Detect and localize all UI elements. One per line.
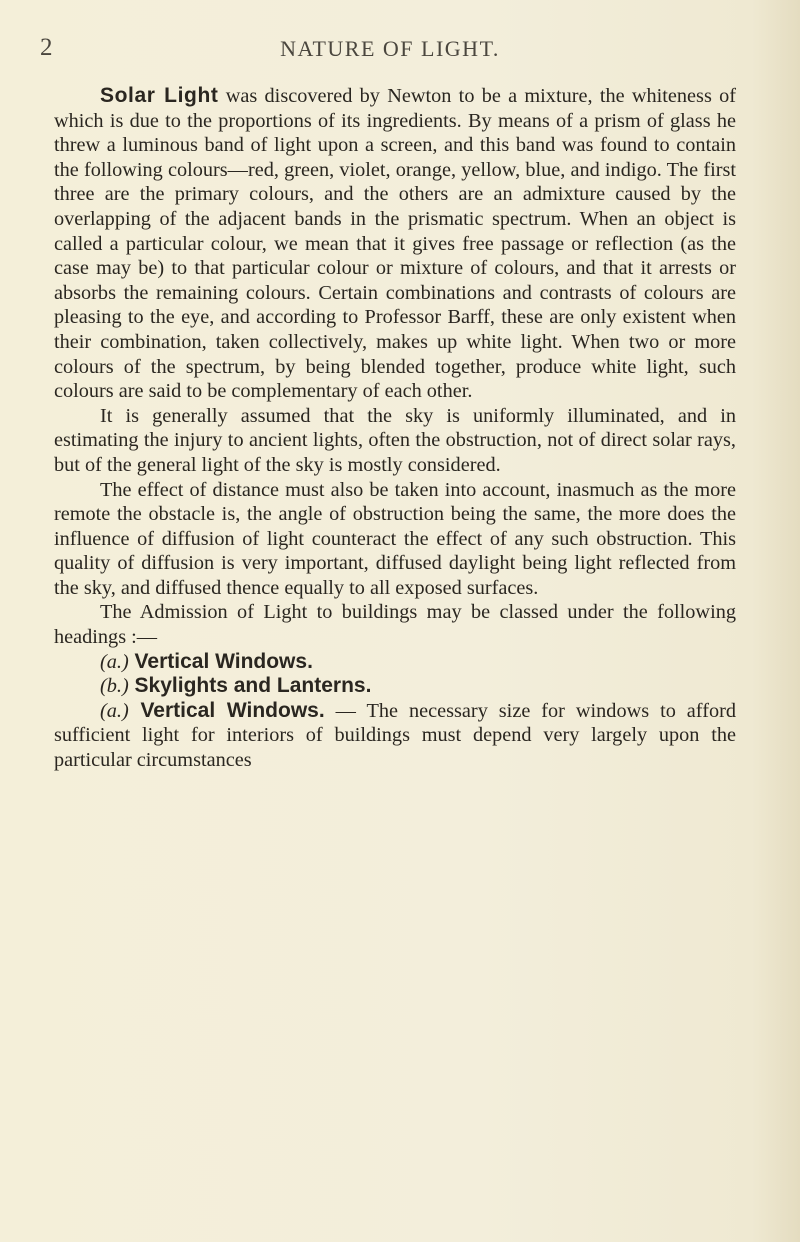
section-mark: (a.) [100,699,129,722]
paragraph-admission: The Admission of Light to buildings may be classed under the following headings :— [54,601,736,649]
page-header [40,34,740,64]
heading-label: Skylights and Lanterns. [128,674,372,698]
paragraph-vertical-windows [54,699,736,773]
heading-skylights [54,674,736,699]
paragraph-text: — The necessary size for windows to afford sufficient light for interiors of buildings must depend very largely upon the particular circumstances [54,699,736,772]
paragraph-distance: The effect of distance must also be taken into account, inasmuch as the more remote the obstacle is, the angle of obstruction being the same, the more does the influence of diffusion of light counteract the effect of any such obstruction. This quality of diffusion is very important, diffused daylight being light reflected from the sky, and diffused thence equally to all exposed surfaces. [54,478,736,599]
heading-vertical-windows [54,650,736,675]
heading-label: Vertical Windows. [128,649,313,673]
body-text [54,84,736,773]
paragraph-text: was discovered by Newton to be a mixture, the whiteness of which is due to the proportions of its ingredients. By means of a prism of glass he threw a luminous band of light upon a screen, and this band was found to contain the following colours—red, green, violet, orange, yellow, blue, and indigo. The first three are the primary colours, and the others are an admixture caused by the overlapping of the adjacent bands in the prismatic spectrum. When an object is called a particular colour, we mean that it gives free passage or reflection (as the case may be) to that particular colour or mixture of colours, and that it arrests or absorbs the remaining colours. Certain combinations and contrasts of colours are pleasing to the eye, and according to Professor Barff, these are only existent when their combination, taken collectively, makes up white light. When two or more colours of the spectrum, by being blended together, produce white light, such colours are said to be complementary of each other. [54,85,737,403]
heading-mark: (a.) [100,650,129,673]
page-number: 2 [40,34,53,61]
section-label: Vertical Windows. [128,698,325,722]
lead-small-caps: Solar Light [100,84,219,107]
heading-mark: (b.) [100,675,129,698]
running-head: NATURE OF LIGHT. [280,36,500,61]
paragraph-sky-illumination: It is generally assumed that the sky is uniformly illuminated, and in estimating the injury to ancient lights, often the obstruction, not of direct solar rays, but of the general light of the sky is mostly considered. [54,404,736,476]
paragraph-solar-light [54,84,736,404]
